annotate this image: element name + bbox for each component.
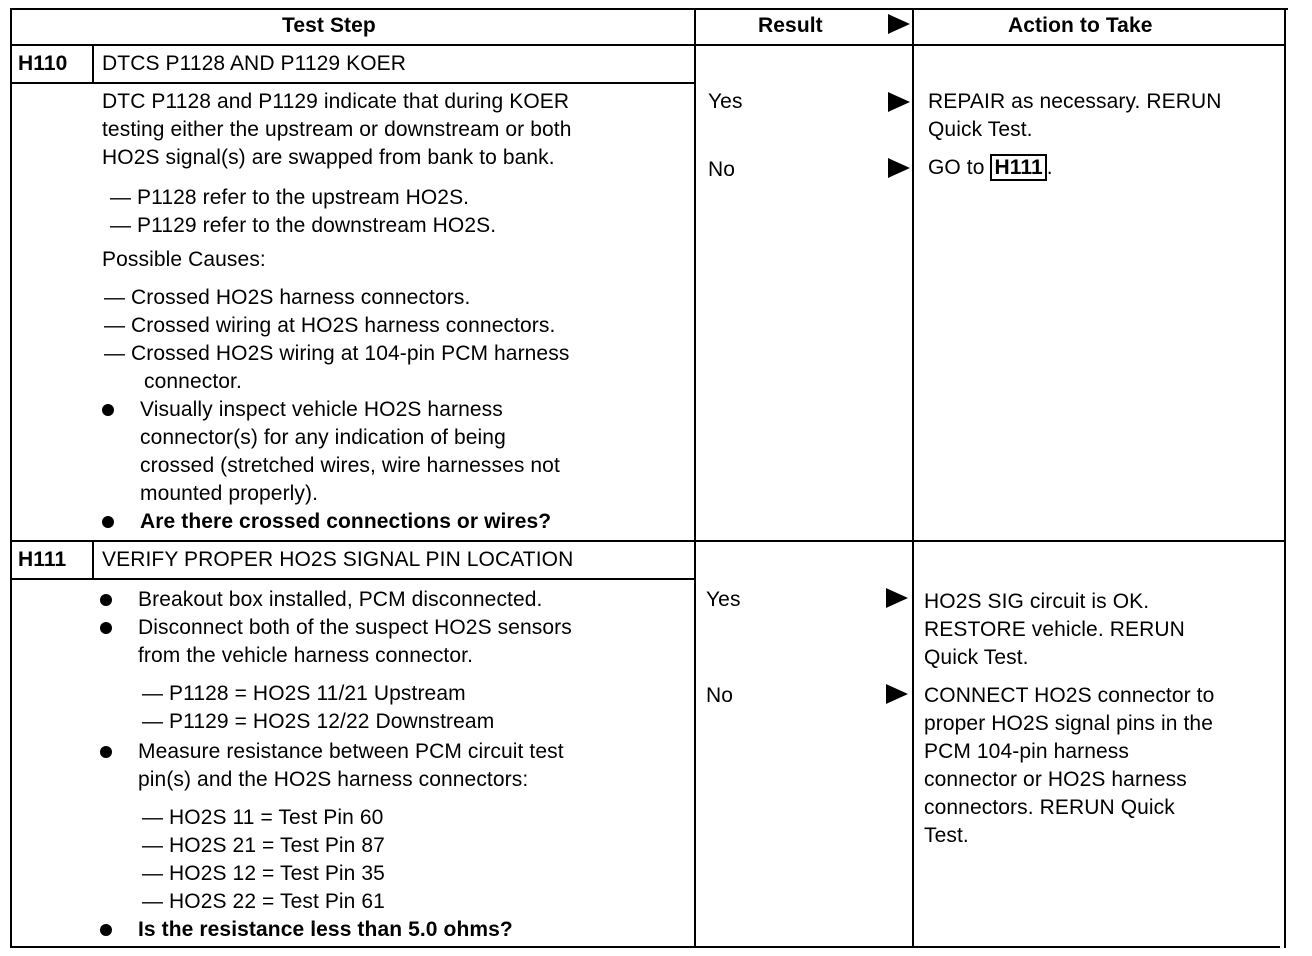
- h110-inspect-line-3: crossed (stretched wires, wire harnesses not: [140, 454, 560, 477]
- h111-bullet-1-text: Breakout box installed, PCM disconnected.: [138, 588, 543, 611]
- h110-result-yes: Yes: [708, 90, 743, 113]
- h110-desc-line-3: HO2S signal(s) are swapped from bank to bank.: [102, 146, 555, 169]
- h110-bullet-inspect: [102, 404, 114, 416]
- h110-cause-2: — Crossed wiring at HO2S harness connectors.: [104, 314, 556, 337]
- h110-no-action-prefix: GO to: [928, 156, 991, 179]
- h110-cause-3a: — Crossed HO2S wiring at 104-pin PCM harness: [104, 342, 570, 365]
- h110-dash-2: — P1129 refer to the downstream HO2S.: [110, 214, 497, 237]
- h111-pin-3: — HO2S 12 = Test Pin 35: [142, 862, 385, 885]
- h111-no-action-line-6: Test.: [924, 824, 969, 847]
- h111-pin-4: — HO2S 22 = Test Pin 61: [142, 890, 385, 913]
- header-test-step: Test Step: [282, 14, 376, 37]
- h111-bullet-2-line-2: from the vehicle harness connector.: [138, 644, 474, 667]
- h110-yes-action-line-2: Quick Test.: [928, 118, 1033, 141]
- h110-no-arrow-icon: [888, 158, 910, 178]
- h111-yes-action-line-3: Quick Test.: [924, 646, 1029, 669]
- h111-step-title: VERIFY PROPER HO2S SIGNAL PIN LOCATION: [102, 548, 574, 571]
- h111-result-yes: Yes: [706, 588, 741, 611]
- h111-yes-action-line-1: HO2S SIG circuit is OK.: [924, 590, 1150, 613]
- h110-inspect-line-2: connector(s) for any indication of being: [140, 426, 506, 449]
- header-arrow-icon: [888, 14, 910, 34]
- h111-bullet-3-line-2: pin(s) and the HO2S harness connectors:: [138, 768, 529, 791]
- h111-question: Is the resistance less than 5.0 ohms?: [138, 918, 513, 941]
- h110-bullet-question: [102, 516, 114, 528]
- table-border-bottom: [10, 946, 1280, 948]
- h110-result-no: No: [708, 158, 736, 181]
- h110-desc-line-1: DTC P1128 and P1129 indicate that during KOER: [102, 90, 570, 113]
- column-divider-action: [912, 8, 914, 948]
- h111-bullet-2: [100, 622, 112, 634]
- h111-no-action-line-5: connectors. RERUN Quick: [924, 796, 1175, 819]
- h111-pin-1: — HO2S 11 = Test Pin 60: [142, 806, 384, 829]
- table-border-left: [10, 8, 12, 948]
- h111-no-action-line-1: CONNECT HO2S connector to: [924, 684, 1215, 707]
- h111-no-action-line-4: connector or HO2S harness: [924, 768, 1187, 791]
- table-border-right: [1284, 8, 1286, 948]
- h111-no-arrow-icon: [886, 684, 908, 704]
- h110-inspect-line-1: Visually inspect vehicle HO2S harness: [140, 398, 503, 421]
- h111-id-divider: [92, 540, 94, 580]
- h110-inspect-line-4: mounted properly).: [140, 482, 319, 505]
- h111-result-no: No: [706, 684, 734, 707]
- h110-step-id: H110: [18, 52, 68, 75]
- header-action: Action to Take: [1008, 14, 1153, 37]
- h110-desc-line-2: testing either the upstream or downstream or both: [102, 118, 572, 141]
- h111-no-action-line-3: PCM 104-pin harness: [924, 740, 1129, 763]
- h111-step-id: H111: [18, 548, 67, 571]
- h110-question: Are there crossed connections or wires?: [140, 510, 552, 533]
- h111-no-action-line-2: proper HO2S signal pins in the: [924, 712, 1213, 735]
- h110-no-action-suffix: .: [1046, 156, 1053, 179]
- h111-pin-2: — HO2S 21 = Test Pin 87: [142, 834, 385, 857]
- h111-bullet-1: [100, 594, 112, 606]
- h111-bullet-question: [100, 924, 112, 936]
- h111-dash-2: — P1129 = HO2S 12/22 Downstream: [142, 710, 495, 733]
- table-border-top: [10, 8, 1288, 10]
- h110-yes-arrow-icon: [888, 92, 910, 112]
- h110-cause-1: — Crossed HO2S harness connectors.: [104, 286, 471, 309]
- goto-h111-link[interactable]: H111: [990, 154, 1046, 181]
- h110-dash-1: — P1128 refer to the upstream HO2S.: [110, 186, 470, 209]
- header-separator: [10, 44, 1286, 46]
- h111-dash-1: — P1128 = HO2S 11/21 Upstream: [142, 682, 466, 705]
- h110-yes-action-line-1: REPAIR as necessary. RERUN: [928, 90, 1222, 113]
- h110-no-action: [928, 154, 1053, 182]
- h110-id-divider: [92, 44, 94, 84]
- section-separator: [10, 540, 1286, 542]
- h111-bullet-3: [100, 746, 112, 758]
- header-result: Result: [758, 14, 823, 37]
- h111-yes-action-line-2: RESTORE vehicle. RERUN: [924, 618, 1185, 641]
- h111-title-separator: [10, 578, 696, 580]
- h111-yes-arrow-icon: [886, 588, 908, 608]
- h111-bullet-2-line-1: Disconnect both of the suspect HO2S sensors: [138, 616, 572, 639]
- h110-cause-3b: connector.: [144, 370, 242, 393]
- column-divider-result: [694, 8, 696, 948]
- h110-possible-causes: Possible Causes:: [102, 248, 266, 271]
- h110-step-title: DTCS P1128 AND P1129 KOER: [102, 52, 407, 75]
- h111-bullet-3-line-1: Measure resistance between PCM circuit test: [138, 740, 564, 763]
- h110-title-separator: [10, 82, 696, 84]
